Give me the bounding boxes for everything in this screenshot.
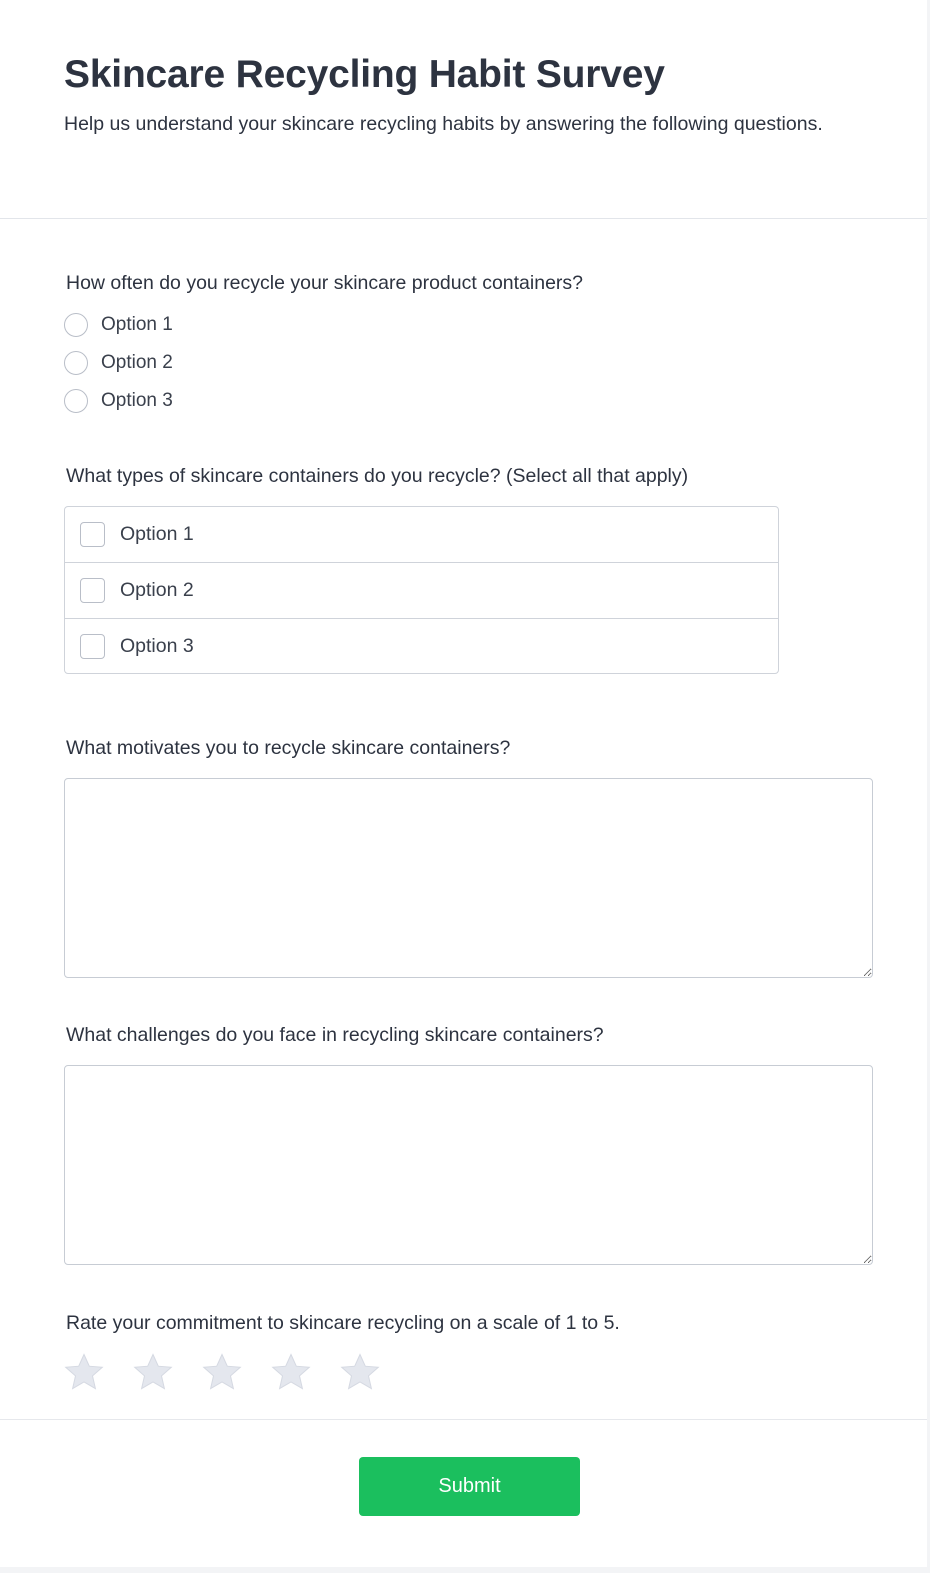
page-subtitle: Help us understand your skincare recycling habits by answering the following questions. (64, 113, 823, 135)
radio-button[interactable] (64, 389, 88, 413)
checkbox[interactable] (80, 578, 105, 603)
checkbox-option-label: Option 1 (120, 523, 194, 545)
submit-button[interactable]: Submit (359, 1457, 580, 1516)
question-motivation-label: What motivates you to recycle skincare containers? (66, 737, 511, 759)
checkbox-group (64, 506, 779, 674)
radio-option-label: Option 1 (101, 314, 173, 335)
page-title: Skincare Recycling Habit Survey (64, 53, 665, 96)
star-icon[interactable] (340, 1353, 380, 1391)
star-icon[interactable] (133, 1353, 173, 1391)
question-rating-label: Rate your commitment to skincare recycling on a scale of 1 to 5. (66, 1312, 620, 1334)
checkbox-option-label: Option 2 (120, 579, 194, 601)
star-icon[interactable] (202, 1353, 242, 1391)
star-icon[interactable] (271, 1353, 311, 1391)
checkbox-option-1[interactable] (65, 507, 778, 563)
checkbox[interactable] (80, 634, 105, 659)
radio-option-1[interactable] (64, 312, 173, 338)
radio-button[interactable] (64, 313, 88, 337)
motivation-textarea[interactable] (64, 778, 873, 978)
challenges-textarea[interactable] (64, 1065, 873, 1265)
question-types-label: What types of skincare containers do you recycle? (Select all that apply) (66, 465, 689, 487)
question-frequency-label: How often do you recycle your skincare product containers? (66, 272, 584, 294)
footer-divider (0, 1419, 927, 1420)
radio-option-2[interactable] (64, 350, 173, 376)
checkbox[interactable] (80, 522, 105, 547)
checkbox-option-2[interactable] (65, 563, 778, 619)
radio-option-3[interactable] (64, 388, 173, 414)
radio-button[interactable] (64, 351, 88, 375)
checkbox-option-label: Option 3 (120, 634, 194, 657)
checkbox-option-3[interactable] (65, 619, 778, 673)
radio-option-label: Option 2 (101, 352, 173, 373)
question-challenges-label: What challenges do you face in recycling skincare containers? (66, 1024, 604, 1046)
radio-option-label: Option 3 (101, 390, 173, 411)
star-icon[interactable] (64, 1353, 104, 1391)
survey-header (0, 0, 927, 219)
star-rating (64, 1353, 409, 1391)
